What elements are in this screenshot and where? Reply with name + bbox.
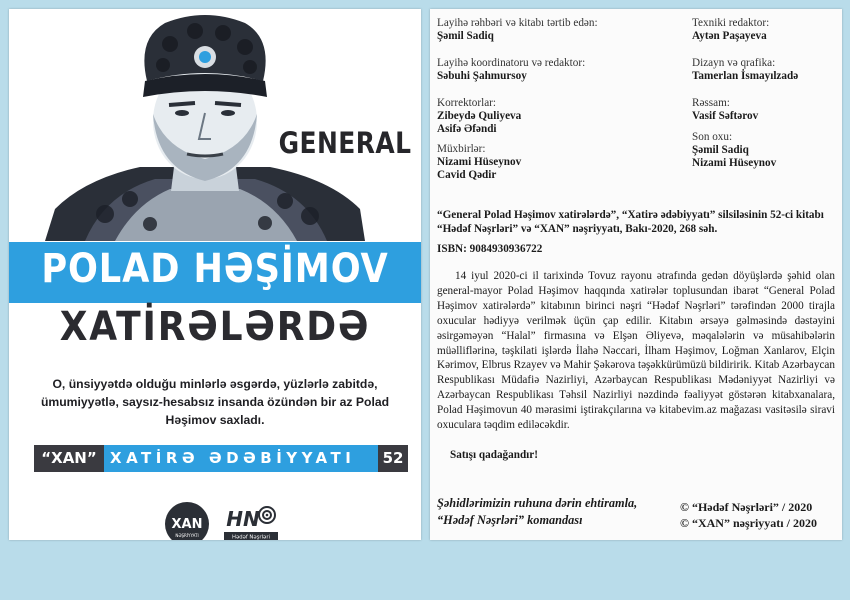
credit-design xyxy=(692,57,798,83)
credit-name: Şəmil Sadiq xyxy=(692,144,749,156)
credit-name: Zibeydə Quliyeva xyxy=(437,110,522,122)
credit-name: Asifə Əfəndi xyxy=(437,123,497,135)
credit-technical-editor xyxy=(692,17,769,43)
isbn: ISBN: 9084930936722 xyxy=(437,243,543,255)
credit-role: Layihə rəhbəri və kitabı tərtib edən: xyxy=(437,17,598,29)
tribute-line: Şəhidlərimizin ruhuna dərin ehtiramla, xyxy=(437,496,638,510)
imprint-page xyxy=(430,9,842,540)
credit-final-reading xyxy=(692,131,776,170)
bibliographic-note: “General Polad Həşimov xatirələrdə”, “Xatirə ədəbiyyatı” silsiləsinin 52-ci kitabı “Hədəf Nəşrləri” və “XAN” nəşriyyatı, Bakı-2020, 268 səh. xyxy=(437,209,824,235)
credit-correspondents xyxy=(437,143,521,182)
book-title-name: POLAD HƏŞİMOV xyxy=(41,246,389,292)
credit-name: Səbuhi Şahmursoy xyxy=(437,70,527,82)
credit-name: Cavid Qədir xyxy=(437,169,497,181)
credit-coordinator xyxy=(437,57,585,83)
credit-name: Nizami Hüseynov xyxy=(437,156,522,168)
credit-role: Korrektorlar: xyxy=(437,97,497,109)
general-portrait-illustration xyxy=(45,9,365,241)
publication-body-text: 14 iyul 2020-ci il tarixində Tovuz rayonu ətrafında gedən döyüşlərdə şəhid olan general-mayor Polad Həşimov haqqında xatirələr toplusundan ibarət “General Polad Həşimov xatirələrdə” kitabının birinci nəşri “Hədəf Nəşrləri” tərəfindən 2000 tirajla oxucular hədiyyə verilmək üçün çap edilir. Kitabın ərsəyə gəlməsində dəstəyini əsirgəməyən “Halal” firmasına və Elşən Əliyevə, məqalələrin və müsahibələrin müəlliflərinə, təşkilati işlərdə İlahə Nəccari, İlham Həşimov, Loğman Xanlarov, Elçin Kərimov, Elbrus Rzayev və Mahir Şəkərova təşəkkürümüzü bildiririk. Kitab Azərbaycan Respublikası Müdafiə Nazirliyi, Azərbaycan Respublikası Mədəniyyət Nazirliyi və Azərbaycan Respublikası Təhsil Nazirliyi nəzdində fəaliyyət göstərən kitabxanalara, Polad Həşimovun 40 mərasimi iştirakçılarına və kitabevim.az mağazası vasitəsilə siravi oxuculara təqdim ediləcəkdir. xyxy=(437,270,835,432)
xan-logo-subtext: NƏŞRİYYATI xyxy=(175,533,199,538)
copyright-notice xyxy=(680,499,840,531)
series-name: XATİRƏ ƏDƏBİYYATI xyxy=(110,449,356,467)
credit-artist xyxy=(692,97,758,123)
credit-proofreaders xyxy=(437,97,521,136)
tribute-note xyxy=(437,495,677,529)
copyright-line: © “XAN” nəşriyyatı / 2020 xyxy=(680,516,817,530)
xan-logo-text: XAN xyxy=(171,517,203,532)
credit-role: Rəssam: xyxy=(692,97,730,109)
hedef-logo-subtext: Hədəf Nəşrləri xyxy=(232,534,270,541)
credit-name: Nizami Hüseynov xyxy=(692,157,777,169)
series-publisher: “XAN” xyxy=(34,445,104,472)
credit-role: Layihə koordinatoru və redaktor: xyxy=(437,57,586,69)
credit-role: Son oxu: xyxy=(692,131,733,143)
book-title-subtitle: XATİRƏLƏRDƏ xyxy=(59,304,371,350)
tribute-line: “Hədəf Nəşrləri” komandası xyxy=(437,513,583,527)
credit-name: Vasif Səftərov xyxy=(692,110,759,122)
credit-role: Dizayn və qrafika: xyxy=(692,57,776,69)
credit-name: Tamerlan İsmayılzadə xyxy=(692,70,799,82)
hedef-logo-text: HN xyxy=(226,507,260,531)
series-number: 52 xyxy=(378,445,408,472)
credit-role: Texniki redaktor: xyxy=(692,17,770,29)
credit-name: Şəmil Sadiq xyxy=(437,30,494,42)
credit-role: Müxbirlər: xyxy=(437,143,486,155)
credit-name: Aytən Paşayeva xyxy=(692,30,767,42)
general-heading: GENERAL xyxy=(278,126,411,160)
series-banner xyxy=(34,445,408,472)
hedef-publisher-logo xyxy=(221,502,281,540)
credit-project-lead xyxy=(437,17,598,43)
not-for-sale-notice: Satışı qadağandır! xyxy=(450,449,538,461)
book-cover xyxy=(9,9,421,540)
copyright-line: © “Hədəf Nəşrləri” / 2020 xyxy=(680,500,813,514)
cover-quote: O, ünsiyyətdə olduğu minlərlə əsgərdə, yüzlərlə zabitdə, ümumiyyətlə, saysız-hesabsız insanda özündən bir az Polad Həşimov saxladı. xyxy=(40,377,390,427)
xan-publisher-logo xyxy=(164,501,210,540)
